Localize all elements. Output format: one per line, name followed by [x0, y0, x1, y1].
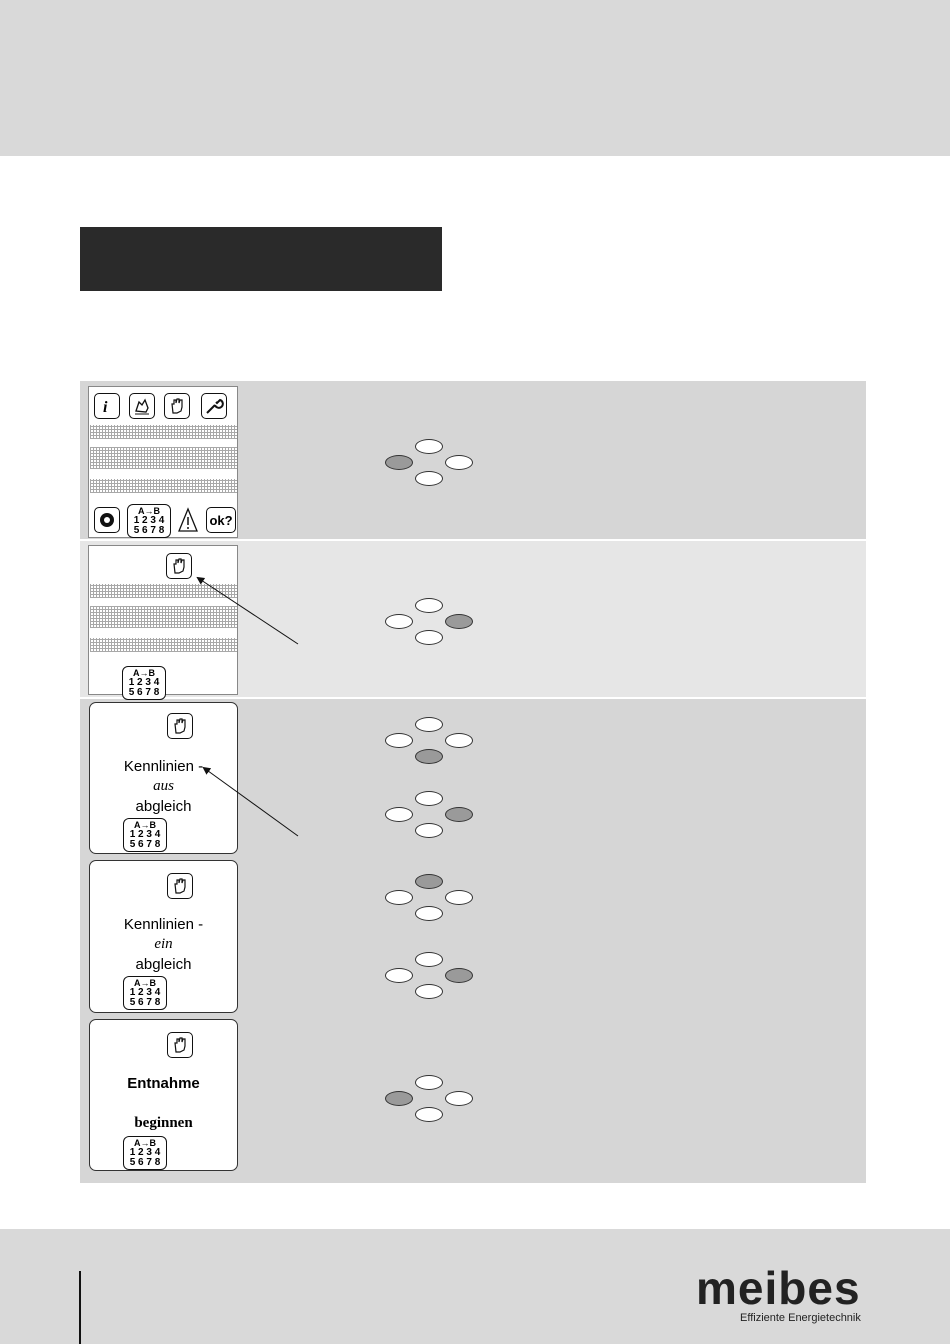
- brand-tagline: Effiziente Energietechnik: [740, 1312, 861, 1324]
- key-left: [385, 968, 413, 983]
- keypad-diagram: [385, 1075, 477, 1129]
- lcd-kennlinien-aus-screen: [89, 702, 238, 854]
- section-title-bar: [80, 227, 442, 291]
- key-left: [385, 455, 413, 470]
- key-up: [415, 598, 443, 613]
- keypad-diagram: [385, 791, 477, 845]
- key-down: [415, 984, 443, 999]
- key-up: [415, 952, 443, 967]
- setup-hand-icon: [129, 393, 155, 419]
- header-band: [0, 0, 950, 156]
- lcd-dot-matrix-row: [90, 606, 237, 628]
- warning-icon: [177, 507, 199, 533]
- brand-wordmark: meibes: [696, 1262, 861, 1314]
- keypad-diagram: [385, 874, 477, 928]
- key-up: [415, 439, 443, 454]
- row-divider: [80, 539, 866, 541]
- key-up: [415, 717, 443, 732]
- lcd-text-line: beginnen: [134, 1115, 193, 1131]
- lcd-text-line: Kennlinien -: [123, 916, 204, 933]
- key-down: [415, 823, 443, 838]
- relay-map-icon: A→B 1 2 3 4 5 6 7 8: [127, 504, 171, 538]
- key-right: [445, 807, 473, 822]
- lcd-kennlinien-ein-screen: [89, 860, 238, 1013]
- manual-hand-icon: [167, 713, 193, 739]
- key-down: [415, 749, 443, 764]
- lcd-text-line: Entnahme: [127, 1075, 200, 1092]
- manual-hand-icon: [167, 873, 193, 899]
- wrench-icon: [201, 393, 227, 419]
- keypad-diagram: [385, 952, 477, 1006]
- lcd-dot-matrix-row: [90, 447, 237, 469]
- brand-logo: [696, 1262, 876, 1329]
- lcd-manual-screen: [88, 545, 238, 698]
- lcd-text-line: Kennlinien -: [123, 758, 204, 775]
- key-left: [385, 1091, 413, 1106]
- lcd-text-line: ein: [154, 936, 173, 952]
- keypad-diagram: [385, 439, 477, 493]
- relay-map-icon: A→B 1 2 3 4 5 6 7 8: [123, 818, 167, 852]
- keypad-diagram: [385, 598, 477, 652]
- lcd-dot-matrix-row: [90, 638, 237, 652]
- manual-hand-icon: [166, 553, 192, 579]
- key-left: [385, 733, 413, 748]
- key-right: [445, 455, 473, 470]
- lcd-text-line: abgleich: [135, 956, 192, 973]
- key-right: [445, 968, 473, 983]
- lcd-text-line: abgleich: [135, 798, 192, 815]
- relay-map-icon: A→B 1 2 3 4 5 6 7 8: [123, 1136, 167, 1170]
- key-left: [385, 614, 413, 629]
- svg-text:i: i: [103, 399, 108, 416]
- lcd-dot-matrix-row: [90, 425, 237, 439]
- lcd-dot-matrix-row: [90, 479, 237, 493]
- lcd-entnahme-screen: [89, 1019, 238, 1171]
- key-left: [385, 890, 413, 905]
- relay-map-icon: A→B 1 2 3 4 5 6 7 8: [122, 666, 166, 700]
- lcd-text-line: aus: [153, 778, 174, 794]
- relay-map-icon: A→B 1 2 3 4 5 6 7 8: [123, 976, 167, 1010]
- info-icon: [94, 393, 120, 419]
- key-right: [445, 614, 473, 629]
- lcd-menu-screen: [88, 386, 238, 538]
- key-down: [415, 471, 443, 486]
- manual-hand-icon: [167, 1032, 193, 1058]
- key-down: [415, 1107, 443, 1122]
- key-right: [445, 1091, 473, 1106]
- ok-icon: ok?: [206, 507, 236, 533]
- lcd-dot-matrix-row: [90, 584, 237, 598]
- keypad-diagram: [385, 717, 477, 771]
- key-up: [415, 791, 443, 806]
- key-down: [415, 630, 443, 645]
- key-up: [415, 874, 443, 889]
- settings-gear-icon: [94, 507, 120, 533]
- key-down: [415, 906, 443, 921]
- key-right: [445, 733, 473, 748]
- key-up: [415, 1075, 443, 1090]
- key-right: [445, 890, 473, 905]
- row-divider: [80, 697, 866, 699]
- manual-hand-icon: [164, 393, 190, 419]
- key-left: [385, 807, 413, 822]
- footer-divider: [79, 1271, 81, 1344]
